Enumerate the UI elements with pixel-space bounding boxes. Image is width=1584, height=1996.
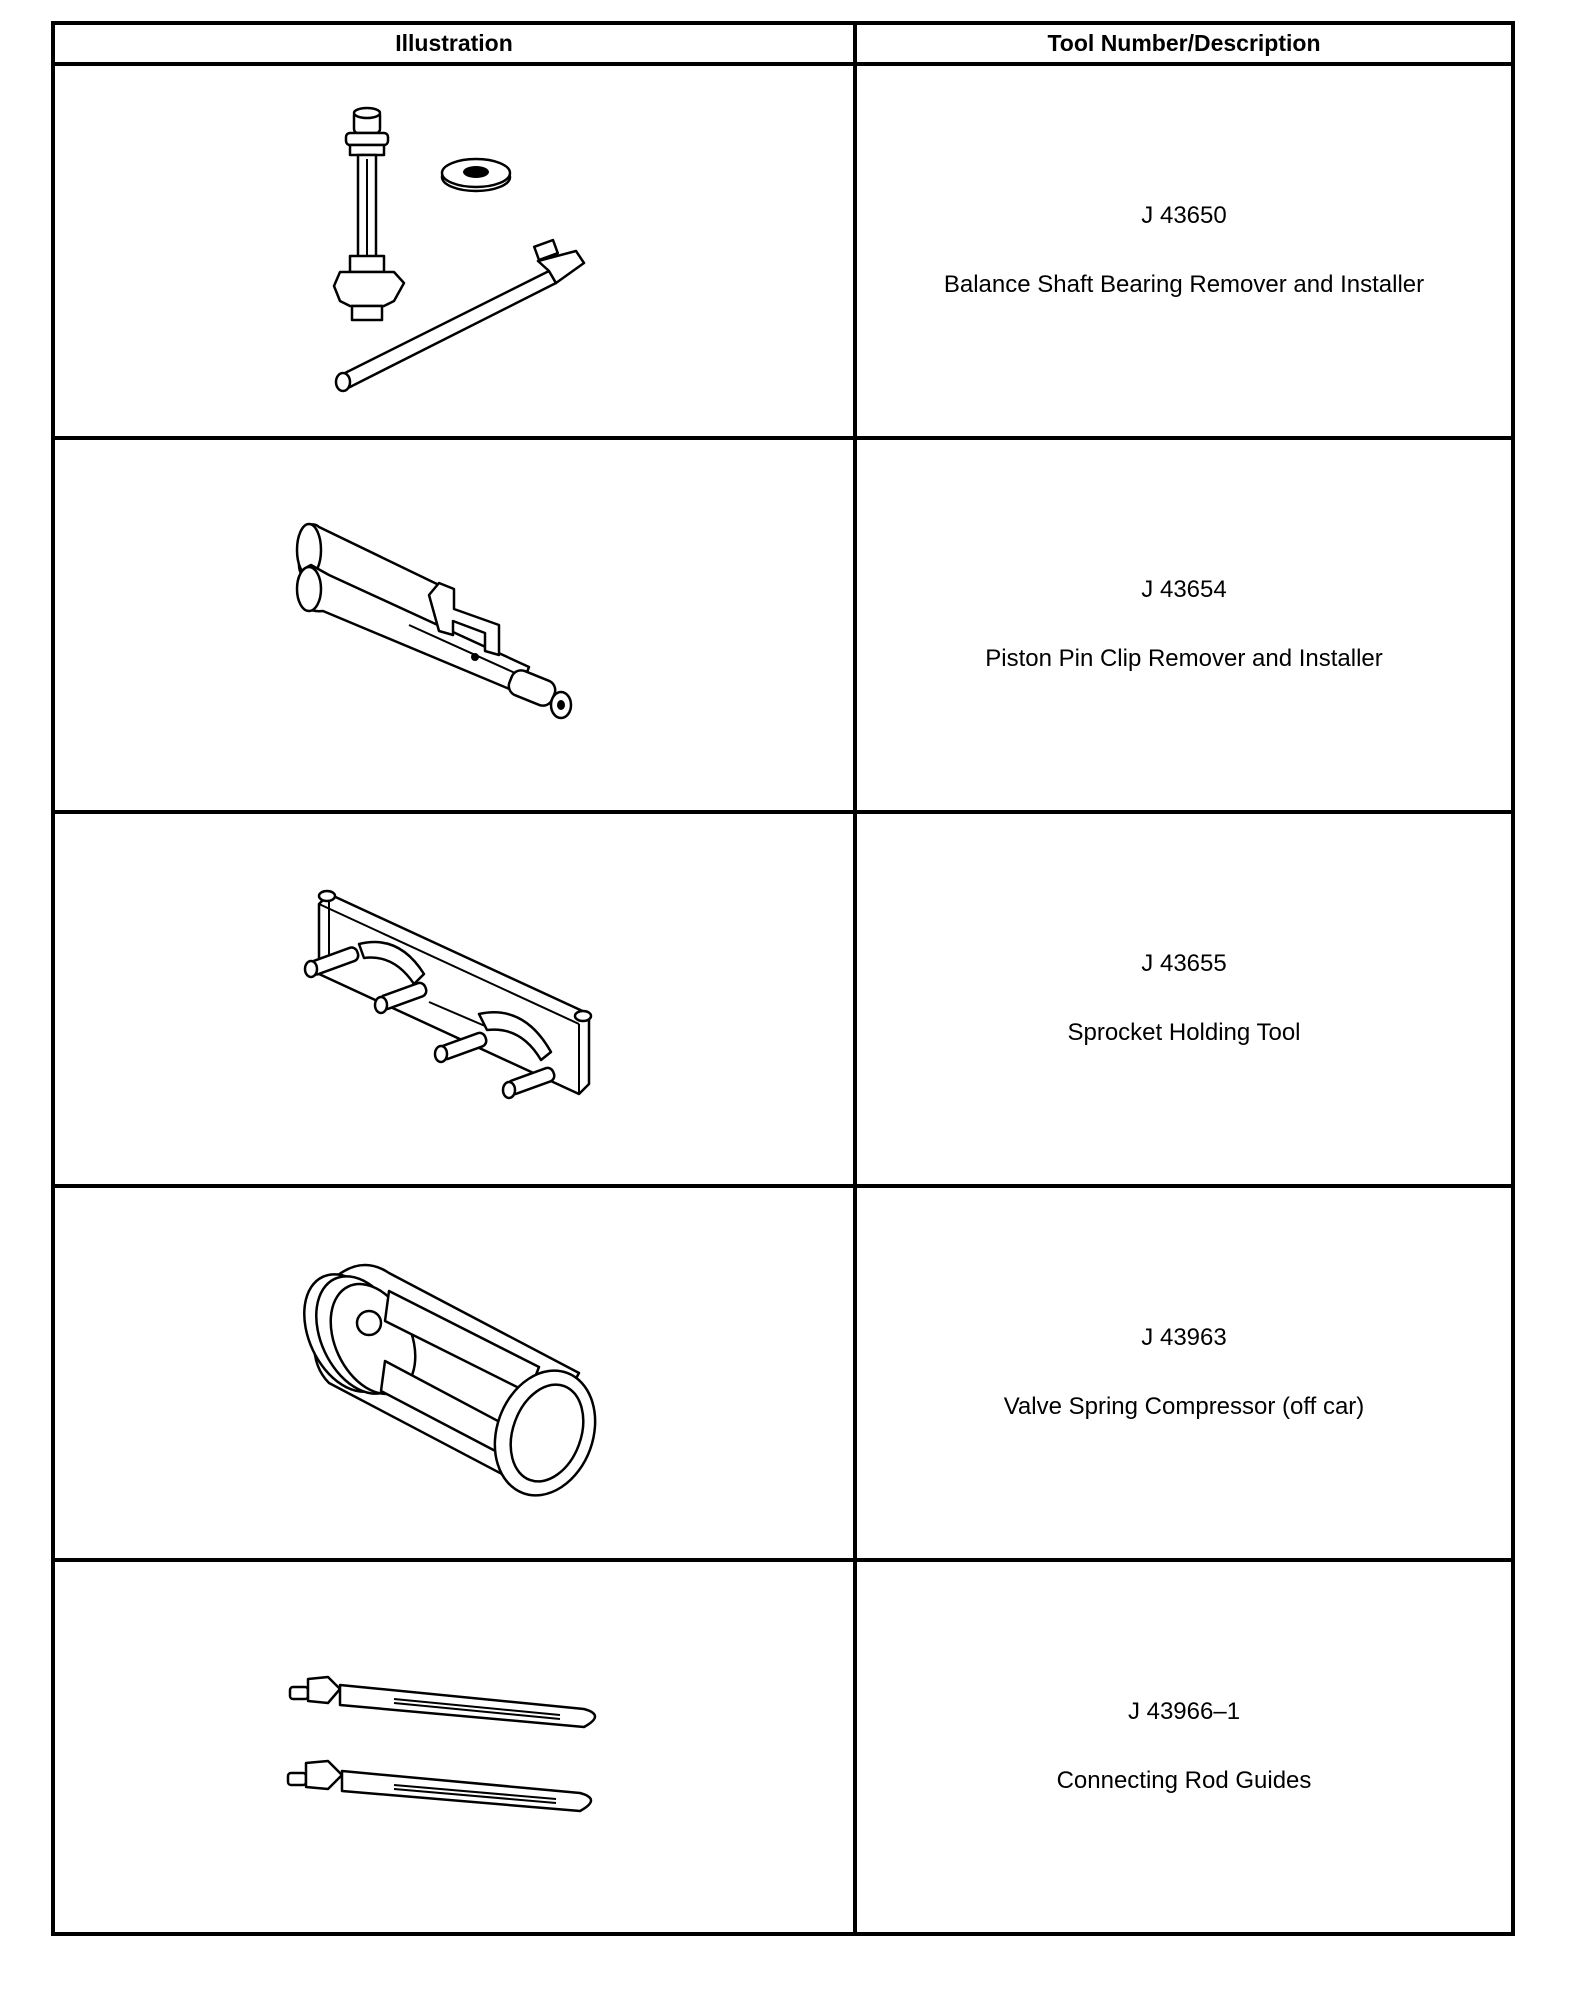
header-illustration: Illustration: [53, 23, 855, 64]
table-row: [53, 1186, 1513, 1560]
valve-spring-compressor-icon: [289, 1243, 619, 1503]
header-row: [53, 23, 1513, 64]
table-row: [53, 64, 1513, 438]
tool-number: J 43650: [1141, 202, 1227, 230]
special-tools-table: [51, 21, 1515, 1936]
connecting-rod-guides-icon: [284, 1647, 624, 1847]
illustration-cell: [53, 812, 855, 1186]
tool-description: Piston Pin Clip Remover and Installer: [985, 645, 1383, 672]
illustration-cell: [53, 64, 855, 438]
description-cell: [855, 1560, 1513, 1934]
description-cell: [855, 812, 1513, 1186]
table-row: [53, 1560, 1513, 1934]
table-row: [53, 438, 1513, 812]
tool-description: Balance Shaft Bearing Remover and Installer: [943, 271, 1425, 298]
piston-pin-clip-tool-icon: [289, 505, 619, 745]
description-cell: [855, 1186, 1513, 1560]
tool-number: J 43963: [1141, 1324, 1227, 1352]
description-cell: [855, 438, 1513, 812]
tool-description: Valve Spring Compressor (off car): [1003, 1393, 1365, 1420]
illustration-cell: [53, 1560, 855, 1934]
description-cell: [855, 64, 1513, 438]
bearing-remover-installer-icon: [294, 101, 614, 401]
illustration-cell: [53, 1186, 855, 1560]
tool-number: J 43966–1: [1127, 1698, 1241, 1726]
table-row: [53, 812, 1513, 1186]
tool-number: J 43655: [1141, 950, 1227, 978]
tool-description: Sprocket Holding Tool: [1067, 1019, 1301, 1046]
illustration-cell: [53, 438, 855, 812]
header-tool-description: Tool Number/Description: [855, 23, 1513, 64]
tool-number: J 43654: [1141, 576, 1227, 604]
sprocket-holding-tool-icon: [289, 874, 619, 1124]
tool-description: Connecting Rod Guides: [1056, 1767, 1312, 1794]
